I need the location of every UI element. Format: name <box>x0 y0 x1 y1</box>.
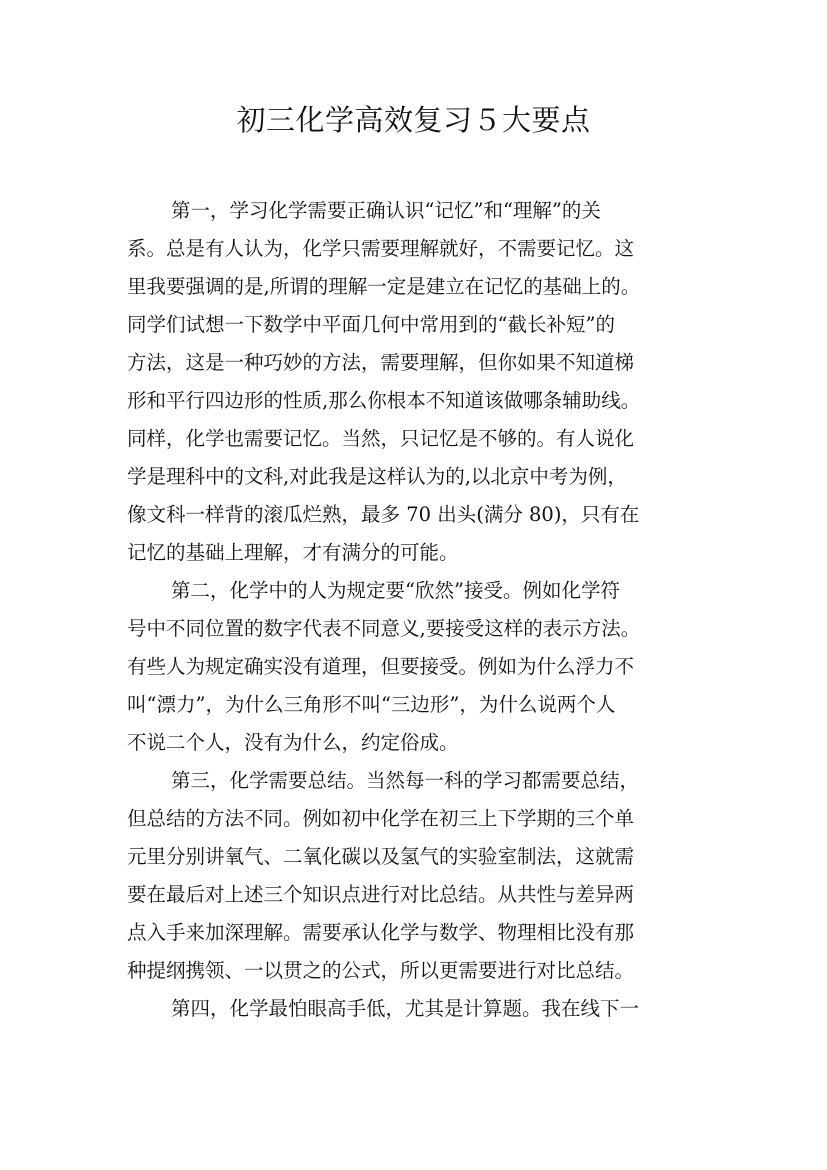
paragraph-2-line-3: 有些人为规定确实没有道理，但要接受。例如为什么浮力不 <box>127 655 635 678</box>
paragraph-1-line-8: 学是理科中的文科,对此我是这样认为的,以北京中考为例， <box>127 465 627 488</box>
paragraph-1-line-4: 同学们试想一下数学中平面几何中常用到的“截长补短”的 <box>127 313 615 336</box>
paragraph-3-line-4: 要在最后对上述三个知识点进行对比总结。从共性与差异两 <box>127 883 635 906</box>
paragraph-1-line-5: 方法，这是一种巧妙的方法，需要理解，但你如果不知道梯 <box>127 351 635 374</box>
paragraph-2-line-2: 号中不同位置的数字代表不同意义,要接受这样的表示方法。 <box>127 617 641 640</box>
paragraph-3-line-3: 元里分别讲氧气、二氧化碳以及氢气的实验室制法，这就需 <box>127 845 635 868</box>
paragraph-3-line-6: 种提纲携领、一以贯之的公式，所以更需要进行对比总结。 <box>127 959 635 982</box>
paragraph-4-line-1: 第四，化学最怕眼高手低，尤其是计算题。我在线下一 <box>171 997 640 1020</box>
paragraph-1-line-9: 像文科一样背的滚瓜烂熟，最多 70 出头(满分 80)，只有在 <box>127 503 640 526</box>
paragraph-1-line-10: 记忆的基础上理解，才有满分的可能。 <box>127 541 459 564</box>
paragraph-1-line-1: 第一，学习化学需要正确认识“记忆”和“理解”的关 <box>171 199 601 222</box>
paragraph-1-line-7: 同样，化学也需要记忆。当然，只记忆是不够的。有人说化 <box>127 427 635 450</box>
document-title: 初三化学高效复习５大要点 <box>236 103 591 137</box>
paragraph-2-line-1: 第二，化学中的人为规定要“欣然”接受。例如化学符 <box>171 579 620 602</box>
document-body <box>127 192 707 1028</box>
paragraph-1-line-3: 里我要强调的是,所谓的理解一定是建立在记忆的基础上的。 <box>127 275 641 298</box>
paragraph-1-line-2: 系。总是有人认为，化学只需要理解就好，不需要记忆。这 <box>127 237 635 260</box>
paragraph-1-line-6: 形和平行四边形的性质,那么你根本不知道该做哪条辅助线。 <box>127 389 641 412</box>
paragraph-2-line-4: 叫“漂力”，为什么三角形不叫“三边形”，为什么说两个人 <box>127 693 616 716</box>
paragraph-3-line-5: 点入手来加深理解。需要承认化学与数学、物理相比没有那 <box>127 921 635 944</box>
paragraph-3-line-1: 第三，化学需要总结。当然每一科的学习都需要总结， <box>171 769 640 792</box>
paragraph-2-line-5: 不说二个人，没有为什么，约定俗成。 <box>127 731 459 754</box>
paragraph-3-line-2: 但总结的方法不同。例如初中化学在初三上下学期的三个单 <box>127 807 635 830</box>
